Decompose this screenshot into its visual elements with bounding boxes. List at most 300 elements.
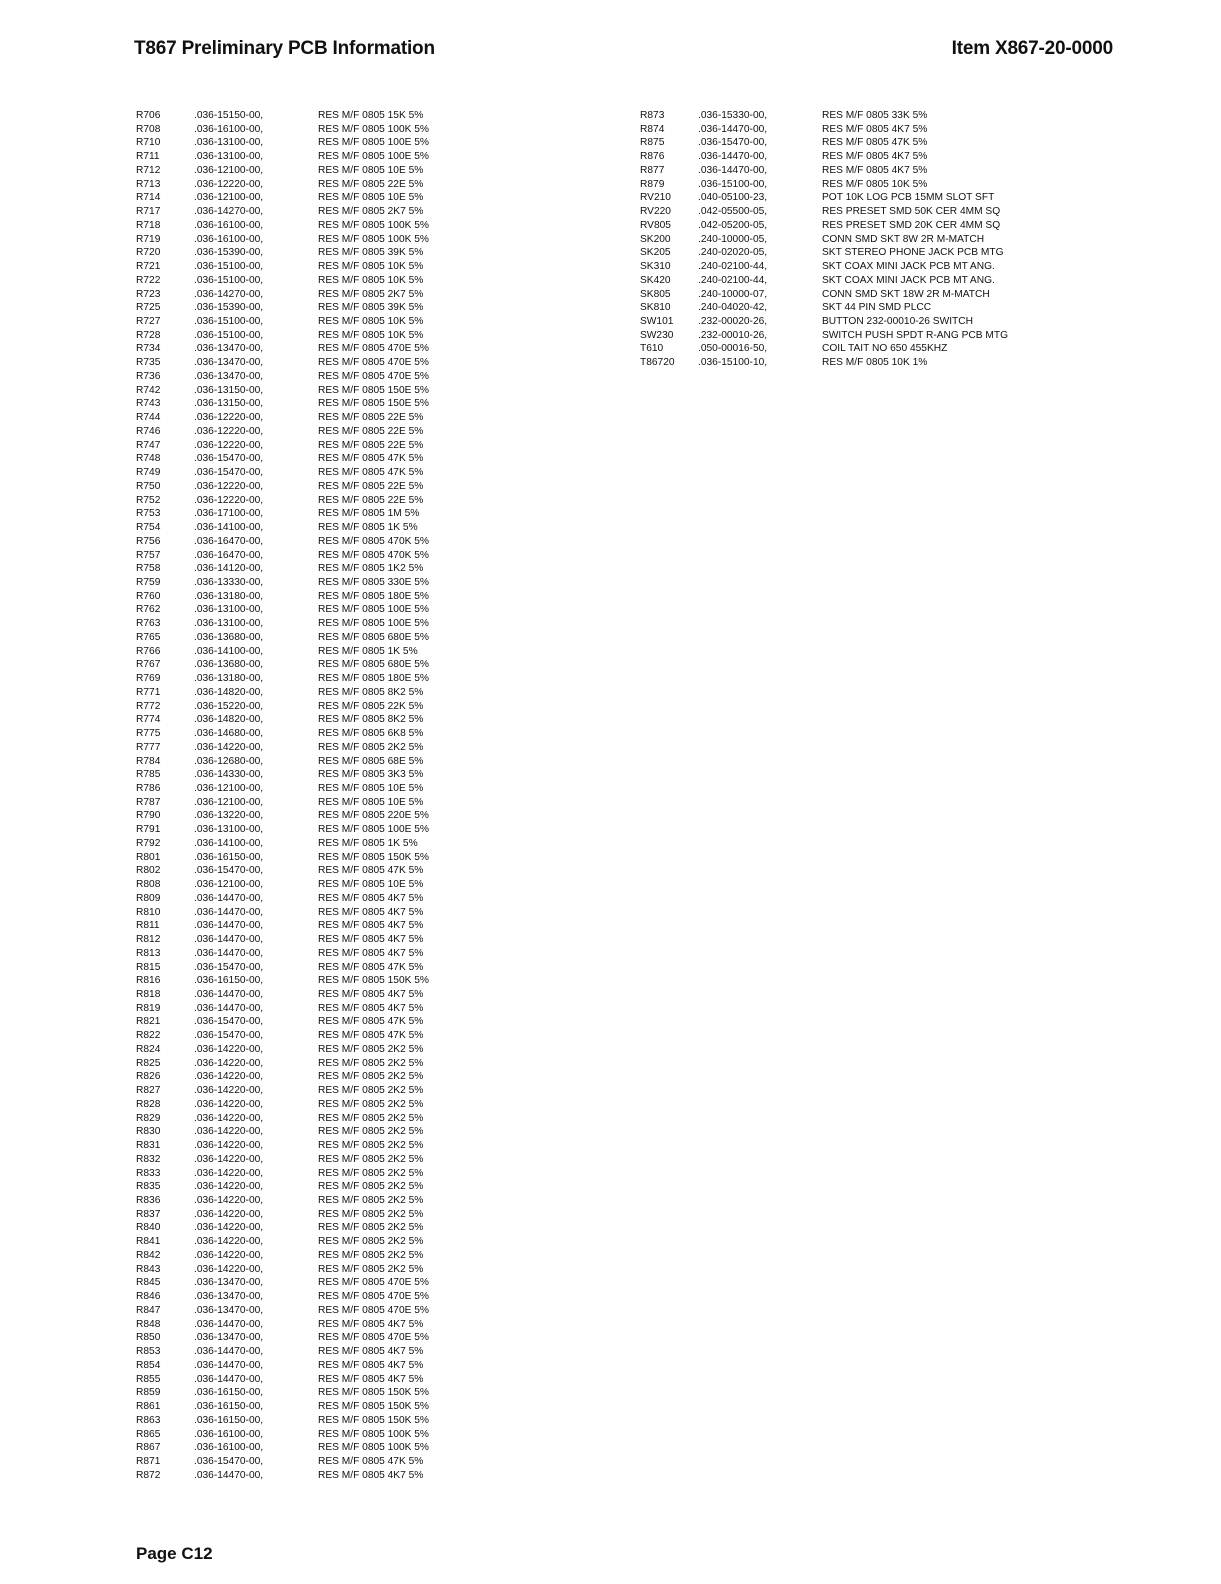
part-reference: R808 [136, 879, 161, 891]
part-reference: R850 [136, 1332, 161, 1344]
part-row [136, 741, 478, 755]
part-row [136, 1318, 478, 1332]
part-row [136, 246, 478, 260]
part-description: RES PRESET SMD 20K CER 4MM SQ [822, 219, 1001, 231]
part-description: RES M/F 0805 150K 5% [318, 851, 429, 863]
part-description: RES M/F 0805 2K2 5% [318, 741, 424, 753]
part-row [136, 1043, 478, 1057]
part-reference: R774 [136, 714, 161, 726]
part-row [136, 1455, 478, 1469]
part-number: .036-13100-00, [194, 604, 264, 616]
part-reference: R750 [136, 480, 161, 492]
part-number: .040-05100-23, [698, 192, 768, 204]
part-description: RES M/F 0805 100K 5% [318, 123, 429, 135]
part-number: .036-14470-00, [194, 1373, 264, 1385]
part-number: .036-14470-00, [194, 892, 264, 904]
part-row [136, 755, 478, 769]
part-description: RES M/F 0805 22K 5% [318, 700, 424, 712]
part-description: RES M/F 0805 4K7 5% [822, 123, 928, 135]
part-reference: R735 [136, 357, 161, 369]
part-number: .036-12100-00, [194, 192, 264, 204]
part-reference: R825 [136, 1057, 161, 1069]
part-number: .036-14120-00, [194, 563, 264, 575]
part-row [136, 1373, 478, 1387]
part-number: .036-14470-00, [194, 1002, 264, 1014]
part-reference: R762 [136, 604, 161, 616]
part-row [136, 1194, 478, 1208]
part-row [640, 246, 1062, 260]
part-row [136, 466, 478, 480]
part-reference: R763 [136, 618, 161, 630]
page-title: T867 Preliminary PCB Information [134, 38, 435, 59]
part-number: .036-14470-00, [194, 1469, 264, 1481]
part-number: .036-16470-00, [194, 535, 264, 547]
part-reference: R756 [136, 535, 161, 547]
part-description: RES M/F 0805 10K 5% [822, 178, 928, 190]
part-number: .232-00010-26, [698, 329, 768, 341]
part-reference: R722 [136, 274, 161, 286]
part-reference: R734 [136, 343, 161, 355]
part-description: RES M/F 0805 2K2 5% [318, 1043, 424, 1055]
part-number: .036-14220-00, [194, 1126, 264, 1138]
part-row [136, 329, 478, 343]
part-number: .036-14220-00, [194, 1057, 264, 1069]
part-reference: R747 [136, 439, 161, 451]
part-row [136, 1359, 478, 1373]
part-row [640, 288, 1062, 302]
part-reference: RV805 [640, 219, 671, 231]
part-reference: T610 [640, 343, 664, 355]
part-description: RES M/F 0805 3K3 5% [318, 769, 424, 781]
part-reference: R827 [136, 1085, 161, 1097]
part-description: RES M/F 0805 47K 5% [318, 453, 424, 465]
part-reference: R872 [136, 1469, 161, 1481]
part-number: .036-15100-00, [194, 274, 264, 286]
part-number: .036-13220-00, [194, 810, 264, 822]
part-number: .036-16150-00, [194, 1387, 264, 1399]
part-reference: R766 [136, 645, 161, 657]
part-description: RES M/F 0805 10E 5% [318, 796, 424, 808]
part-reference: R837 [136, 1208, 161, 1220]
part-row [136, 658, 478, 672]
part-row [136, 988, 478, 1002]
part-row [136, 906, 478, 920]
part-description: RES M/F 0805 22E 5% [318, 425, 424, 437]
part-reference: R828 [136, 1098, 161, 1110]
part-row [640, 219, 1062, 233]
part-number: .036-14220-00, [194, 1085, 264, 1097]
part-description: RES M/F 0805 47K 5% [822, 137, 928, 149]
part-number: .036-12100-00, [194, 879, 264, 891]
part-row [136, 617, 478, 631]
part-description: RES M/F 0805 2K2 5% [318, 1085, 424, 1097]
part-description: RES M/F 0805 10E 5% [318, 782, 424, 794]
part-number: .036-14220-00, [194, 1222, 264, 1234]
part-row [640, 301, 1062, 315]
part-number: .036-13470-00, [194, 1291, 264, 1303]
part-description: RES M/F 0805 4K7 5% [822, 164, 928, 176]
part-description: RES M/F 0805 15K 5% [318, 110, 424, 121]
part-row [136, 452, 478, 466]
part-reference: R847 [136, 1304, 161, 1316]
part-number: .036-15470-00, [194, 865, 264, 877]
part-description: POT 10K LOG PCB 15MM SLOT SFT [822, 192, 995, 204]
part-row [136, 494, 478, 508]
part-description: RES M/F 0805 470E 5% [318, 1304, 429, 1316]
part-row [136, 974, 478, 988]
part-number: .036-13180-00, [194, 590, 264, 602]
part-description: RES M/F 0805 10K 5% [318, 261, 424, 273]
part-number: .036-16100-00, [194, 1428, 264, 1440]
part-row [136, 713, 478, 727]
part-row [136, 961, 478, 975]
part-row [640, 178, 1062, 192]
part-reference: R767 [136, 659, 161, 671]
part-description: RES M/F 0805 10K 5% [318, 316, 424, 328]
part-reference: R875 [640, 137, 665, 149]
part-number: .036-13150-00, [194, 398, 264, 410]
part-row [136, 837, 478, 851]
part-reference: R743 [136, 398, 161, 410]
part-description: RES M/F 0805 4K7 5% [318, 920, 424, 932]
part-row [640, 356, 1062, 370]
part-number: .036-15470-00, [194, 453, 264, 465]
part-number: .036-12220-00, [194, 494, 264, 506]
part-description: RES M/F 0805 22E 5% [318, 494, 424, 506]
part-row [136, 1441, 478, 1455]
part-description: RES M/F 0805 2K2 5% [318, 1195, 424, 1207]
part-description: CONN SMD SKT 18W 2R M-MATCH [822, 288, 990, 300]
part-description: RES M/F 0805 22E 5% [318, 480, 424, 492]
part-reference: R832 [136, 1153, 161, 1165]
part-row [136, 576, 478, 590]
part-row [640, 205, 1062, 219]
part-number: .036-15470-00, [194, 467, 264, 479]
part-description: RES M/F 0805 1K 5% [318, 522, 418, 534]
part-reference: R859 [136, 1387, 161, 1399]
part-reference: R717 [136, 206, 161, 218]
part-reference: R863 [136, 1414, 161, 1426]
part-description: RES M/F 0805 150E 5% [318, 384, 429, 396]
part-description: SKT 44 PIN SMD PLCC [822, 302, 932, 314]
part-number: .036-13100-00, [194, 618, 264, 630]
part-reference: R826 [136, 1071, 161, 1083]
part-reference: R792 [136, 837, 161, 849]
part-row [640, 315, 1062, 329]
parts-list-left [136, 109, 478, 1482]
part-description: RES M/F 0805 39K 5% [318, 247, 424, 259]
part-row [136, 1428, 478, 1442]
page-number: Page C12 [136, 1544, 213, 1563]
part-number: .036-15330-00, [698, 110, 768, 121]
part-reference: R757 [136, 549, 161, 561]
part-reference: R765 [136, 631, 161, 643]
part-number: .036-12680-00, [194, 755, 264, 767]
part-description: RES M/F 0805 150K 5% [318, 975, 429, 987]
part-description: BUTTON 232-00010-26 SWITCH [822, 316, 973, 328]
part-row [136, 205, 478, 219]
part-row [136, 123, 478, 137]
part-description: RES M/F 0805 47K 5% [318, 467, 424, 479]
part-description: RES M/F 0805 68E 5% [318, 755, 424, 767]
part-description: RES M/F 0805 8K2 5% [318, 714, 424, 726]
part-number: .036-13330-00, [194, 576, 264, 588]
part-reference: R821 [136, 1016, 161, 1028]
part-reference: R824 [136, 1043, 161, 1055]
part-reference: R830 [136, 1126, 161, 1138]
part-description: RES M/F 0805 47K 5% [318, 1030, 424, 1042]
part-description: RES M/F 0805 2K2 5% [318, 1140, 424, 1152]
part-reference: T86720 [640, 357, 675, 369]
part-number: .036-13680-00, [194, 631, 264, 643]
part-number: .036-15470-00, [698, 137, 768, 149]
part-description: RES M/F 0805 150K 5% [318, 1414, 429, 1426]
part-reference: R753 [136, 508, 161, 520]
part-reference: R786 [136, 782, 161, 794]
part-description: RES M/F 0805 2K2 5% [318, 1208, 424, 1220]
part-number: .240-02100-44, [698, 261, 768, 273]
part-row [136, 782, 478, 796]
part-number: .036-12100-00, [194, 796, 264, 808]
part-reference: RV210 [640, 192, 671, 204]
part-description: RES M/F 0805 4K7 5% [318, 934, 424, 946]
part-number: .036-15470-00, [194, 1030, 264, 1042]
part-number: .036-13150-00, [194, 384, 264, 396]
part-description: SKT STEREO PHONE JACK PCB MTG [822, 247, 1004, 259]
part-row [640, 342, 1062, 356]
part-row [640, 260, 1062, 274]
part-reference: R752 [136, 494, 161, 506]
part-row [136, 1414, 478, 1428]
part-number: .036-16150-00, [194, 851, 264, 863]
part-row [136, 603, 478, 617]
part-number: .036-12100-00, [194, 782, 264, 794]
part-description: RES M/F 0805 2K2 5% [318, 1071, 424, 1083]
part-row [136, 1249, 478, 1263]
part-number: .036-15470-00, [194, 961, 264, 973]
part-number: .036-12220-00, [194, 480, 264, 492]
part-reference: R727 [136, 316, 161, 328]
part-row [640, 136, 1062, 150]
part-number: .036-13100-00, [194, 151, 264, 163]
part-row [136, 274, 478, 288]
part-description: RES M/F 0805 100E 5% [318, 137, 429, 149]
part-number: .036-14220-00, [194, 1181, 264, 1193]
part-number: .036-13100-00, [194, 137, 264, 149]
part-row [136, 645, 478, 659]
part-description: RES M/F 0805 1K2 5% [318, 563, 424, 575]
part-description: RES M/F 0805 10K 5% [318, 274, 424, 286]
part-row [136, 1263, 478, 1277]
part-reference: R802 [136, 865, 161, 877]
part-row [136, 219, 478, 233]
part-row [136, 1235, 478, 1249]
part-description: RES PRESET SMD 50K CER 4MM SQ [822, 206, 1001, 218]
part-row [136, 288, 478, 302]
part-description: RES M/F 0805 10K 1% [822, 357, 928, 369]
part-reference: R801 [136, 851, 161, 863]
part-reference: R711 [136, 151, 160, 163]
part-row [136, 1098, 478, 1112]
part-reference: R790 [136, 810, 161, 822]
part-description: RES M/F 0805 4K7 5% [318, 1373, 424, 1385]
part-description: RES M/F 0805 4K7 5% [318, 892, 424, 904]
part-description: RES M/F 0805 470E 5% [318, 370, 429, 382]
part-number: .036-15470-00, [194, 1016, 264, 1028]
part-row [136, 1029, 478, 1043]
part-description: RES M/F 0805 47K 5% [318, 1455, 424, 1467]
part-row [136, 1180, 478, 1194]
part-description: RES M/F 0805 680E 5% [318, 659, 429, 671]
part-reference: R822 [136, 1030, 161, 1042]
part-number: .036-14680-00, [194, 728, 264, 740]
part-number: .036-16150-00, [194, 1401, 264, 1413]
part-number: .036-14100-00, [194, 837, 264, 849]
part-row [136, 535, 478, 549]
part-number: .036-14220-00, [194, 1195, 264, 1207]
part-description: RES M/F 0805 4K7 5% [318, 1469, 424, 1481]
part-number: .036-14470-00, [698, 151, 768, 163]
part-row [136, 425, 478, 439]
part-description: RES M/F 0805 150E 5% [318, 398, 429, 410]
part-row [136, 356, 478, 370]
part-reference: R810 [136, 906, 161, 918]
part-reference: R769 [136, 673, 161, 685]
part-row [136, 1112, 478, 1126]
part-number: .036-15150-00, [194, 110, 264, 121]
part-number: .036-14220-00, [194, 1043, 264, 1055]
part-number: .036-14270-00, [194, 206, 264, 218]
part-reference: R736 [136, 370, 161, 382]
part-reference: R721 [136, 261, 161, 273]
part-reference: SW101 [640, 316, 674, 328]
part-row [136, 1290, 478, 1304]
part-row [136, 136, 478, 150]
part-number: .036-13470-00, [194, 1277, 264, 1289]
part-number: .036-12220-00, [194, 439, 264, 451]
part-reference: R775 [136, 728, 161, 740]
part-number: .036-14470-00, [194, 934, 264, 946]
part-number: .036-16100-00, [194, 219, 264, 231]
part-number: .036-15100-10, [698, 357, 768, 369]
part-description: RES M/F 0805 1K 5% [318, 645, 418, 657]
part-description: RES M/F 0805 4K7 5% [318, 989, 424, 1000]
part-reference: R718 [136, 219, 161, 231]
part-row [136, 892, 478, 906]
part-description: RES M/F 0805 2K2 5% [318, 1222, 424, 1234]
part-reference: SK310 [640, 261, 671, 273]
part-reference: R728 [136, 329, 161, 341]
part-number: .036-14470-00, [194, 906, 264, 918]
part-number: .036-16100-00, [194, 233, 264, 245]
part-description: RES M/F 0805 180E 5% [318, 673, 429, 685]
part-number: .036-14220-00, [194, 741, 264, 753]
part-row [136, 631, 478, 645]
part-row [640, 164, 1062, 178]
part-number: .036-14330-00, [194, 769, 264, 781]
part-row [136, 439, 478, 453]
part-description: RES M/F 0805 220E 5% [318, 810, 429, 822]
part-reference: SK805 [640, 288, 671, 300]
part-row [136, 768, 478, 782]
part-row [136, 851, 478, 865]
part-reference: R714 [136, 192, 161, 204]
part-number: .036-14220-00, [194, 1208, 264, 1220]
part-row [136, 878, 478, 892]
part-row [136, 507, 478, 521]
part-reference: R742 [136, 384, 161, 396]
part-number: .232-00020-26, [698, 316, 768, 328]
part-reference: R846 [136, 1291, 161, 1303]
part-description: SWITCH PUSH SPDT R-ANG PCB MTG [822, 329, 1009, 341]
part-row [640, 150, 1062, 164]
part-description: RES M/F 0805 22E 5% [318, 178, 424, 190]
part-row [136, 480, 478, 494]
part-number: .036-14470-00, [194, 1346, 264, 1358]
part-number: .036-14100-00, [194, 645, 264, 657]
part-row [136, 1304, 478, 1318]
part-number: .036-14470-00, [194, 920, 264, 932]
part-row [136, 370, 478, 384]
part-description: COIL TAIT NO 650 455KHZ [822, 343, 948, 355]
part-row [136, 933, 478, 947]
part-reference: R784 [136, 755, 161, 767]
part-row [136, 700, 478, 714]
part-number: .240-04020-42, [698, 302, 768, 314]
part-number: .042-05500-05, [698, 206, 768, 218]
part-row [136, 1386, 478, 1400]
part-reference: R854 [136, 1359, 161, 1371]
part-reference: R746 [136, 425, 161, 437]
part-description: RES M/F 0805 2K2 5% [318, 1181, 424, 1193]
part-description: RES M/F 0805 47K 5% [318, 1016, 424, 1028]
part-reference: R879 [640, 178, 665, 190]
part-reference: R853 [136, 1346, 161, 1358]
part-number: .036-15100-00, [698, 178, 768, 190]
part-description: RES M/F 0805 470E 5% [318, 1277, 429, 1289]
part-row [136, 1070, 478, 1084]
part-description: RES M/F 0805 4K7 5% [822, 151, 928, 163]
part-reference: R842 [136, 1249, 161, 1261]
part-row [136, 1331, 478, 1345]
part-reference: SK205 [640, 247, 671, 259]
part-row [136, 1208, 478, 1222]
part-row [136, 109, 478, 123]
part-description: RES M/F 0805 8K2 5% [318, 686, 424, 698]
part-description: RES M/F 0805 2K2 5% [318, 1167, 424, 1179]
part-reference: R848 [136, 1318, 161, 1330]
part-number: .036-14220-00, [194, 1236, 264, 1248]
part-description: RES M/F 0805 330E 5% [318, 576, 429, 588]
part-description: RES M/F 0805 4K7 5% [318, 947, 424, 959]
part-description: SKT COAX MINI JACK PCB MT ANG. [822, 261, 995, 273]
part-reference: SK420 [640, 274, 671, 286]
part-reference: R811 [136, 920, 160, 932]
part-row [136, 397, 478, 411]
part-row [136, 342, 478, 356]
part-reference: R744 [136, 412, 161, 424]
part-description: SKT COAX MINI JACK PCB MT ANG. [822, 274, 995, 286]
part-row [136, 562, 478, 576]
part-description: CONN SMD SKT 8W 2R M-MATCH [822, 233, 985, 245]
part-reference: R720 [136, 247, 161, 259]
part-description: RES M/F 0805 39K 5% [318, 302, 424, 314]
part-reference: R841 [136, 1236, 161, 1248]
part-reference: R725 [136, 302, 161, 314]
part-number: .036-13680-00, [194, 659, 264, 671]
part-reference: R777 [136, 741, 161, 753]
part-number: .036-13470-00, [194, 343, 264, 355]
